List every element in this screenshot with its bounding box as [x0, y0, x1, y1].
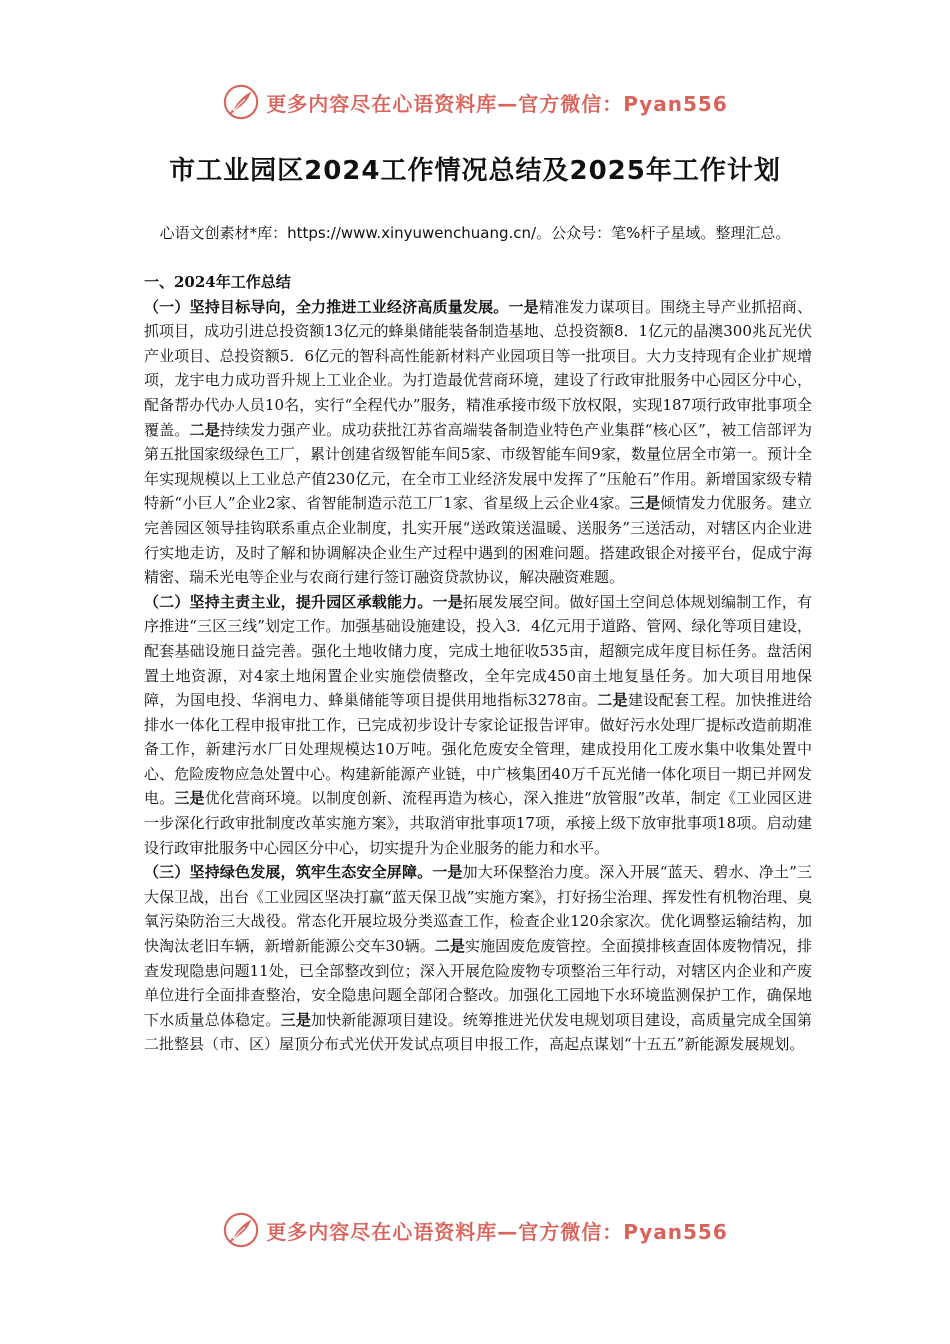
feather-pen-logo-icon: [222, 1211, 260, 1249]
banner-text: 更多内容尽在心语资料库—官方微信：Pyan556: [266, 1219, 728, 1244]
page-title: 市工业园区2024工作情况总结及2025年工作计划: [169, 156, 781, 186]
point-text: 加大环保整治力度。深入开展“蓝天、碧水、净土”三大保卫战，出台《工业园区坚决打赢“蓝天保卫战”实施方案》，打好扬尘治理、挥发性有机物治理、臭氧污染防治三大战役。常态化开展垃圾分类巡查工作，检查企业120余家次。优化调整运输结构，加快淘汰老旧车辆，新增新能源公交车30辆。: [144, 863, 812, 956]
banner-text: 更多内容尽在心语资料库—官方微信：Pyan556: [266, 91, 728, 116]
point-marker: 二是: [434, 937, 465, 956]
point-marker: 二是: [597, 691, 629, 710]
footer-banner: [0, 1208, 950, 1252]
point-marker: 一是: [432, 863, 463, 882]
paragraph-1: [144, 295, 812, 590]
section-heading: 一、2024年工作总结: [144, 273, 291, 291]
point-marker: 三是: [174, 789, 205, 808]
point-marker: 一是: [432, 592, 463, 611]
point-marker: 一是: [508, 297, 539, 316]
document-body: [144, 270, 812, 1057]
point-text: 加快新能源项目建设。统筹推进光伏发电规划项目建设，高质量完成全国第二批整县（市、区）屋顶分布式光伏开发试点项目申报工作，高起点谋划“十五五”新能源发展规划。: [144, 1010, 812, 1054]
point-text: 精准发力谋项目。围绕主导产业抓招商、抓项目，成功引进总投资额13亿元的蜂巢储能装备制造基地、总投资额8．1亿元的晶澳300兆瓦光伏产业项目、总投资额5．6亿元的智科高性能新材料产业园项目等一批项目。大力支持现有企业扩规增项，龙宇电力成功晋升规上工业企业。为打造最优营商环境，建设了行政审批服务中心园区分中心，配备帮办代办人员10名，实行“全程代办”服务，精准承接市级下放权限，实现187项行政审批事项全覆盖。: [144, 297, 812, 439]
point-text: 持续发力强产业。成功获批江苏省高端装备制造业特色产业集群“核心区”，被工信部评为第五批国家级绿色工厂，累计创建省级智能车间5家、市级智能车间9家，数量位居全市第一。预计全年实现规模以上工业总产值230亿元，在全市工业经济发展中发挥了“压舱石”作用。新增国家级专精特新“小巨人”企业2家、省智能制造示范工厂1家、省星级上云企业4家。: [144, 420, 812, 513]
point-text: 拓展发展空间。做好国土空间总体规划编制工作，有序推进“三区三线”划定工作。加强基础设施建设，投入3．4亿元用于道路、管网、绿化等项目建设，配套基础设施日益完善。强化土地收储力度，完成土地征收535亩，超额完成年度目标任务。盘活闲置土地资源，对4家土地闲置企业实施偿债整改，全年完成450亩土地复垦任务。加大项目用地保障，为国电投、华润电力、蜂巢储能等项目提供用地指标3278亩。: [144, 592, 812, 710]
point-marker: 二是: [189, 420, 220, 439]
paragraph-lead: （二）坚持主责主业，提升园区承载能力。: [144, 592, 433, 611]
header-banner: [0, 80, 950, 124]
paragraph-lead: （三）坚持绿色发展，筑牢生态安全屏障。: [144, 863, 433, 882]
point-text: 实施固废危废管控。全面摸排核查固体废物情况，排查发现隐患问题11处，已全部整改到位；深入开展危险废物专项整治三年行动，对辖区内企业和产废单位进行全面排查整治，安全隐患问题全部闭合整改。加强化工园地下水环境监测保护工作，确保地下水质量总体稳定。: [144, 937, 812, 1029]
point-text: 倾情发力优服务。建立完善园区领导挂钩联系重点企业制度，扎实开展“送政策送温暖、送服务”三送活动，对辖区内企业进行实地走访，及时了解和协调解决企业生产过程中遇到的困难问题。搭建政银企对接平台，促成宁海精密、瑞禾光电等企业与农商行建行签订融资贷款协议，解决融资难题。: [144, 494, 812, 587]
point-marker: 三是: [280, 1010, 312, 1029]
point-text: 建设配套工程。加快推进给排水一体化工程申报审批工作，已完成初步设计专家论证报告评审。做好污水处理厂提标改造前期准备工作，新建污水厂日处理规模达10万吨。强化危废安全管理，建成投用化工废水集中收集处置中心、危险废物应急处置中心。构建新能源产业链，中广核集团40万千瓦光储一体化项目一期已并网发电。: [144, 691, 812, 808]
point-text: 优化营商环境。以制度创新、流程再造为核心，深入推进“放管服”改革，制定《工业园区进一步深化行政审批制度改革实施方案》，共取消审批事项17项，承接上级下放审批事项18项。启动建设行政审批服务中心园区分中心，切实提升为企业服务的能力和水平。: [144, 789, 812, 857]
paragraph-2: [144, 590, 812, 861]
paragraph-lead: （一）坚持目标导向，全力推进工业经济高质量发展。: [144, 297, 509, 316]
paragraph-3: [144, 860, 812, 1057]
source-note: 心语文创素材*库：https://www.xinyuwenchuang.cn/。公众号：笔%杆子星域。整理汇总。: [159, 224, 791, 242]
feather-pen-logo-icon: [222, 83, 260, 121]
point-marker: 三是: [629, 494, 661, 513]
